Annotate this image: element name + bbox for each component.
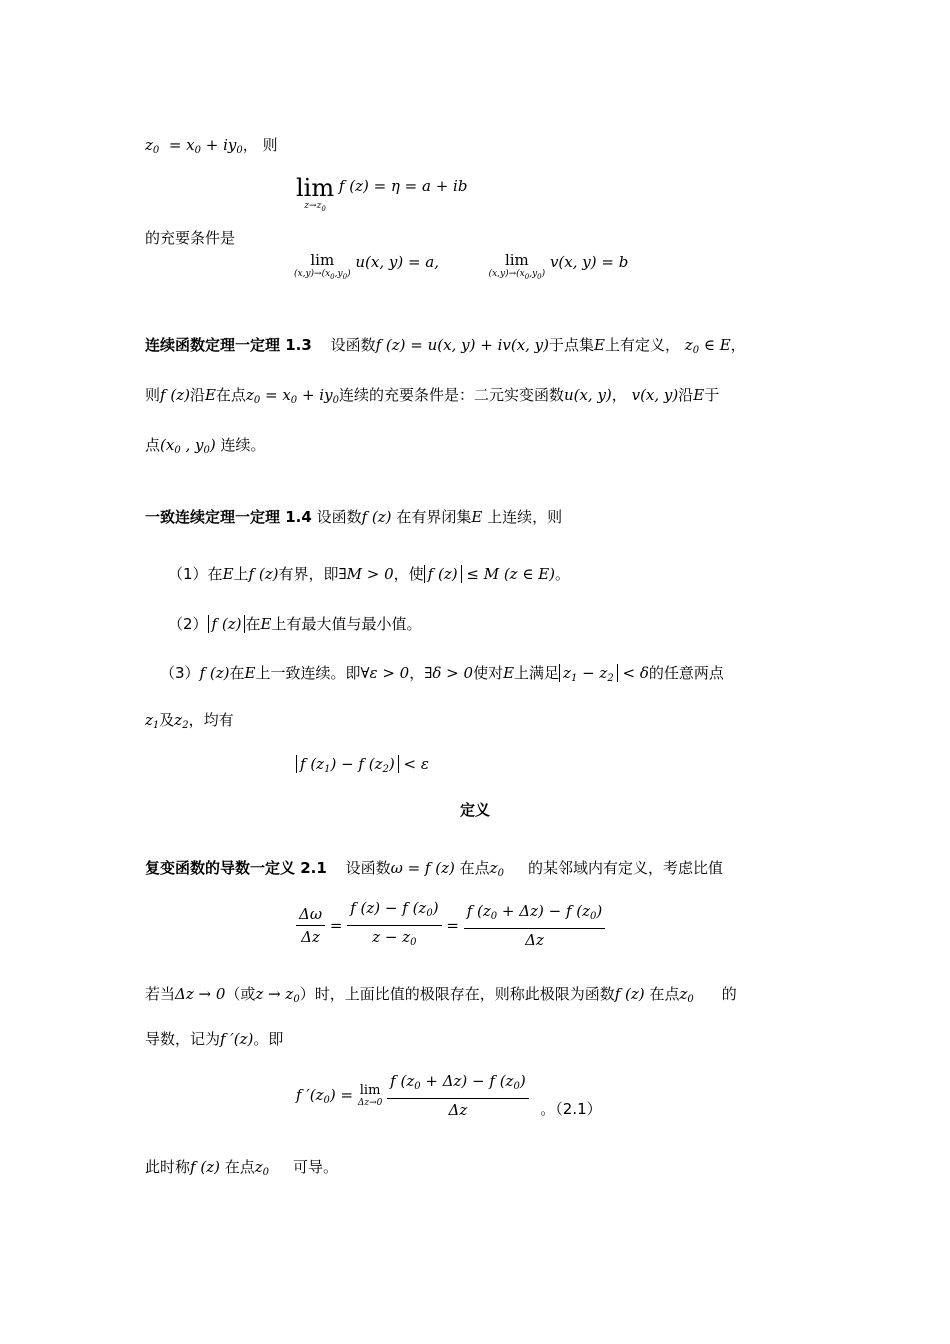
math-bound: f (z) ≤ M (z ∈ E) <box>424 565 555 583</box>
lim-operator-u: lim $(x,y)\to(x_0,y_0)$ <box>294 251 351 281</box>
uniform-continuity-inequality <box>296 752 429 782</box>
definition-2-1-last <box>145 1155 338 1185</box>
theorem-1-4-item1 <box>168 562 570 586</box>
text-fragment: ， <box>409 664 425 682</box>
math-u-limit: u(x, y) = a, <box>355 253 440 271</box>
math-fz: f (z) <box>361 508 392 526</box>
definition-2-1-title: 复变函数的导数一定义 2.1 <box>145 859 327 877</box>
math-z0-def: $z_0 = x_0 + iy_0$ <box>245 386 339 406</box>
math-fprime-z0: f $'(z_0)$ = <box>296 1085 354 1106</box>
frac-secant: $\frac{f (z) - f (z_0)}{z - z_0}$ <box>347 897 441 954</box>
definition-2-1-line2 <box>145 982 737 1012</box>
lim-operator-v: lim $(x,y)\to(x_0,y_0)$ <box>488 251 546 281</box>
math-w-eq-fz: ω = f (z) <box>390 859 455 877</box>
math-E: E <box>471 508 483 526</box>
text-fragment: 可导。 <box>293 1158 339 1176</box>
intro-line <box>145 133 278 163</box>
item-number: （2） <box>168 615 208 633</box>
math-z-to-z0: $z \to z_0$ <box>255 985 300 1005</box>
sep: ， <box>242 136 258 154</box>
math-abs-fz: f (z) <box>208 615 246 633</box>
text-fragment: 。即 <box>253 1030 284 1048</box>
math-vxy: v(x, y) <box>631 386 679 404</box>
math-E: E <box>222 565 234 583</box>
text-fragment: ， <box>611 386 627 404</box>
math-uxy: u(x, y) <box>563 386 612 404</box>
text-fragment: 设函数 <box>345 859 391 877</box>
theorem-1-3-title: 连续函数定理一定理 1.3 <box>145 336 312 354</box>
text-fragment: 在有界闭集 <box>396 508 472 526</box>
text-fragment: 使对 <box>473 664 504 682</box>
text-fragment: 及 <box>159 711 175 729</box>
text-fragment: 上有最大值与最小值。 <box>271 615 422 633</box>
limit-equation <box>296 176 467 213</box>
math-E: E <box>693 386 705 404</box>
text-fragment: 上一致连续。即 <box>255 664 361 682</box>
math-z0-def: $z_0 = x_0 + iy_0$ <box>145 136 243 156</box>
text-fragment: 沿 <box>678 386 694 404</box>
item-number: （1） <box>168 565 208 583</box>
lim-operator: lim $z\to z_0$ <box>296 174 335 213</box>
text-fragment: 有界，即 <box>278 565 339 583</box>
math-z1: $z_1$ <box>145 711 160 731</box>
math-f-uv: f (z) = u(x, y) + iv(x, y) <box>375 336 550 354</box>
math-v-limit: v(x, y) = b <box>549 253 629 271</box>
condition-text <box>145 226 235 250</box>
math-forall-eps: ∀ε > 0 <box>360 664 410 682</box>
text-fragment: 于 <box>704 386 720 404</box>
math-fz: f (z) <box>248 565 279 583</box>
text-fragment: 设函数 <box>330 336 376 354</box>
theorem-1-4-title: 一致连续定理一定理 1.4 <box>145 508 312 526</box>
math-fz: f (z) <box>160 386 190 404</box>
text-fragment: 的任意两点 <box>648 664 724 682</box>
theorem-1-4-item2 <box>168 612 421 636</box>
text-fragment: 在 <box>245 615 261 633</box>
math-fz: f (z) <box>199 664 230 682</box>
text-fragment: 导数，记为 <box>145 1030 221 1048</box>
text-fragment: 此时称 <box>145 1158 191 1176</box>
text-fragment: ）时，上面比值的极限存在，则称此极限为函数 <box>299 985 615 1003</box>
text-fragment: 则 <box>145 386 161 404</box>
text-fragment: 的某邻域内有定义，考虑比值 <box>527 859 723 877</box>
eq-period: 。 <box>540 1100 556 1118</box>
definition-2-1-line1 <box>145 856 723 886</box>
text-fragment: 点 <box>145 436 161 454</box>
theorem-1-3-line3 <box>145 433 266 463</box>
theorem-1-4-line1 <box>145 505 562 529</box>
theorem-1-3-line1 <box>145 333 746 363</box>
definition-2-1-line3 <box>145 1027 283 1051</box>
text-fragment: 。 <box>555 565 571 583</box>
text-fragment: 上满足 <box>514 664 560 682</box>
text-fragment: 在点 <box>215 386 246 404</box>
math-E: E <box>244 664 256 682</box>
difference-quotient: $\frac{\Delta\omega}{\Delta z}$ = $\frac{f (z) - f (z_0)}{z - z_0}$ = $\frac{f (z_0 + \Delta z) - f (z_0)}{\Delta z}$ <box>296 897 605 954</box>
text-fragment: 连续。 <box>220 436 266 454</box>
math-E: E <box>204 386 216 404</box>
theorem-1-4-item3-cont <box>145 708 234 738</box>
math-E: E <box>260 615 272 633</box>
text-fragment: ， <box>730 336 746 354</box>
math-z2: $z_2$ <box>174 711 189 731</box>
text-fragment: 沿 <box>189 386 205 404</box>
math-z0: $z_0$ <box>679 985 694 1005</box>
theorem-1-3-line2 <box>145 383 719 413</box>
text-fragment: 在点 <box>649 985 680 1003</box>
math-fz: f (z) <box>614 985 645 1003</box>
text-fragment: 上 <box>233 565 249 583</box>
text-fragment: 于点集 <box>549 336 595 354</box>
text-fragment: 的 <box>721 985 737 1003</box>
text-fragment: 在 <box>229 664 245 682</box>
math-z0-in-E: $z_0$ ∈ E <box>684 336 731 356</box>
text-fragment: 上有定义， <box>604 336 680 354</box>
math-fz: f (z) <box>190 1158 220 1176</box>
text-fragment: ，均有 <box>188 711 234 729</box>
item-number: （3） <box>160 664 200 682</box>
text-fragment: 若当 <box>145 985 176 1003</box>
math-dist-delta: $z_1 - z_2 < \delta$ <box>559 664 649 682</box>
math-z0: $z_0$ <box>489 859 504 879</box>
section-heading-text: 定义 <box>459 801 490 819</box>
math-z0: $z_0$ <box>254 1158 270 1178</box>
then-text: 则 <box>262 136 278 154</box>
equation-number: （2.1） <box>555 1100 602 1118</box>
lim-operator-dz: lim Δz→0 <box>357 1082 383 1108</box>
math-fprime-z: f ′(z) <box>220 1030 254 1048</box>
math-E: E <box>594 336 605 354</box>
math-exists-M: ∃M > 0 <box>338 565 394 583</box>
text-fragment: 在 <box>207 565 223 583</box>
math-limit-expr: f (z) = η = a + ib <box>338 177 468 195</box>
frac-dw-dz: $\frac{\Delta\omega}{\Delta z}$ <box>296 903 325 948</box>
text-fragment: ，使 <box>393 565 424 583</box>
math-point-x0y0: ($x_0$ , $y_0$) <box>160 436 216 456</box>
text-fragment: 上连续，则 <box>487 508 563 526</box>
frac-increment: $\frac{f (z_0 + \Delta z) - f (z_0)}{\Delta z}$ <box>464 900 606 951</box>
theorem-1-4-item3 <box>160 661 724 691</box>
frac-derivative: $\frac{f (z_0 + \Delta z) - f (z_0)}{\Delta z}$ <box>387 1070 529 1121</box>
math-abs-diff: f $(z_1) - f$ $(z_2) < \varepsilon$ <box>296 755 429 773</box>
math-exists-delta: ∃δ > 0 <box>424 664 474 682</box>
derivative-equation <box>296 1070 602 1121</box>
double-limit-equation <box>294 253 628 281</box>
text-fragment: 在点 <box>224 1158 255 1176</box>
text-fragment: （或 <box>225 985 256 1003</box>
text-fragment: 设函数 <box>316 508 362 526</box>
math-dz-to-0: Δz → 0 <box>175 985 226 1003</box>
condition-label: 的充要条件是 <box>145 229 236 247</box>
text-fragment: 在点 <box>459 859 490 877</box>
text-fragment: 连续的充要条件是：二元实变函数 <box>338 386 564 404</box>
math-E: E <box>503 664 515 682</box>
section-heading <box>0 798 950 822</box>
